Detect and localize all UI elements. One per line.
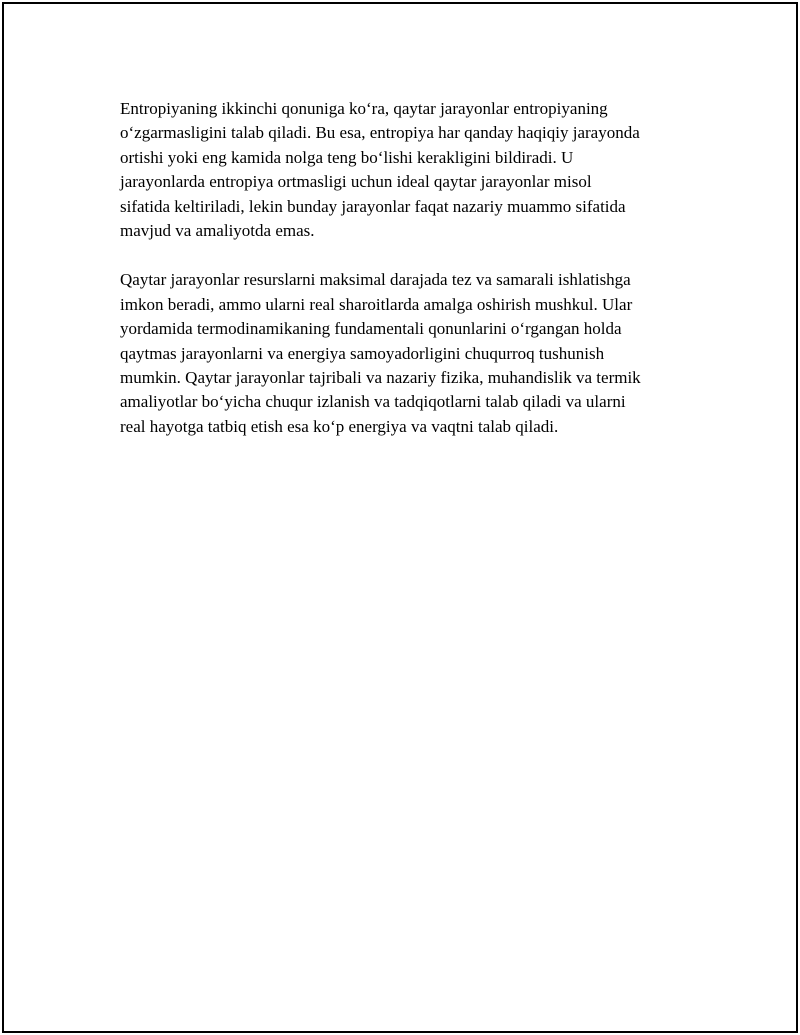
text-line: jarayonlarda entropiya ortmasligi uchun ideal qaytar jarayonlar misol [120,172,592,192]
text-line: yordamida termodinamikaning fundamentali qonunlarini o‘rgangan holda [120,319,622,339]
document-body [120,97,680,439]
text-line: Qaytar jarayonlar resurslarni maksimal darajada tez va samarali ishlatishga [120,270,631,290]
paragraph-1 [120,97,680,243]
text-line: imkon beradi, ammo ularni real sharoitlarda amalga oshirish mushkul. Ular [120,294,633,314]
paragraph-2 [120,268,680,439]
text-line: Entropiyaning ikkinchi qonuniga ko‘ra, qaytar jarayonlar entropiyaning [120,99,608,118]
text-line: ortishi yoki eng kamida nolga teng bo‘lishi kerakligini bildiradi. U [120,147,574,167]
text-line: mumkin. Qaytar jarayonlar tajribali va nazariy fizika, muhandislik va termik [120,368,641,388]
text-line: real hayotga tatbiq etish esa ko‘p energiya va vaqtni talab qiladi. [120,416,559,436]
text-line: amaliyotlar bo‘yicha chuqur izlanish va tadqiqotlarni talab qiladi va ularni [120,392,626,412]
text-line: o‘zgarmasligini talab qiladi. Bu esa, entropiya har qanday haqiqiy jarayonda [120,123,640,143]
page [2,2,798,1033]
text-line: qaytmas jarayonlarni va energiya samoyadorligini chuqurroq tushunish [120,343,605,363]
text-line: mavjud va amaliyotda emas. [120,221,315,241]
text-line: sifatida keltiriladi, lekin bunday jarayonlar faqat nazariy muammo sifatida [120,196,626,216]
